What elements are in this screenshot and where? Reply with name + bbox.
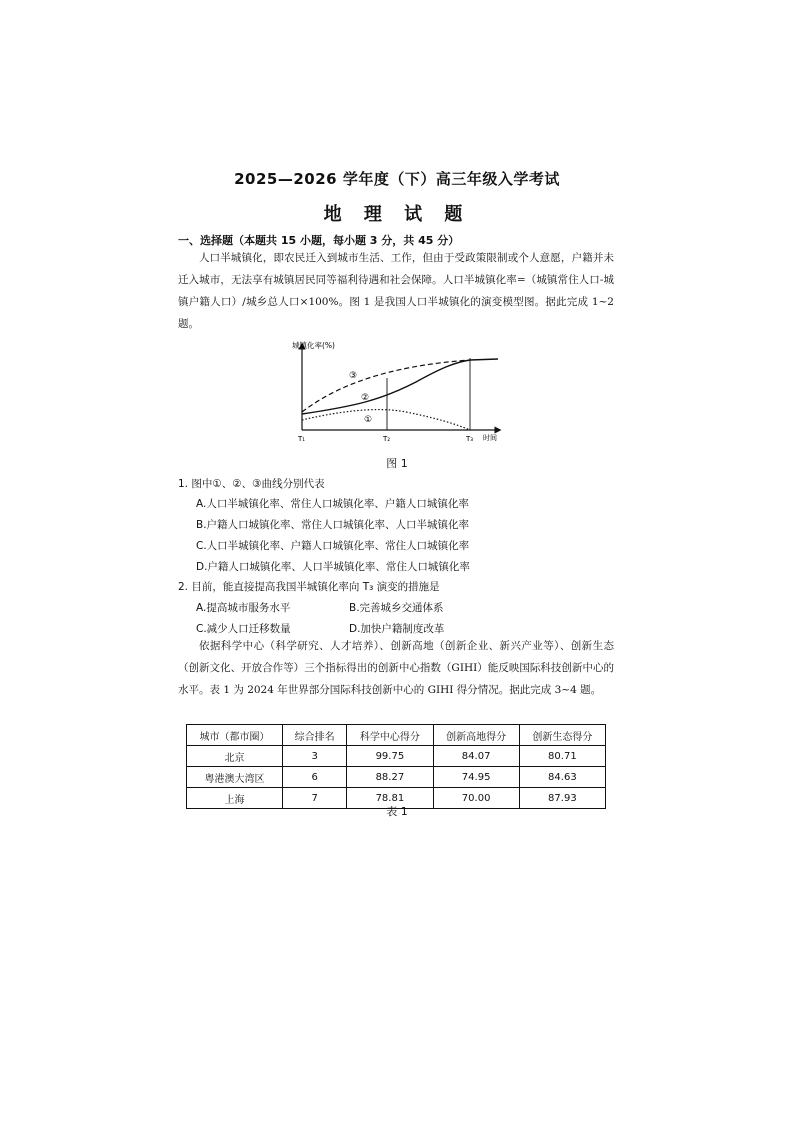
curve-3-label: ③ [349,371,358,381]
table-cell: 74.95 [433,767,519,788]
question-1-option-a: A.人口半城镇化率、常住人口城镇化率、户籍人口城镇化率 [196,498,469,510]
curve-1-label: ① [364,415,373,425]
question-1-stem: 1. 图中①、②、③曲线分别代表 [178,478,325,490]
table-cell: 北京 [187,746,283,767]
table-cell: 84.07 [433,746,519,767]
question-1-option-c: C.人口半城镇化率、户籍人口城镇化率、常住人口城镇化率 [196,540,470,552]
table-cell: 6 [282,767,346,788]
question-2-stem: 2. 目前，能直接提高我国半城镇化率向 T₃ 演变的措施是 [178,581,440,593]
tick-t2: T₂ [383,435,391,443]
question-2-option-b: B.完善城乡交通体系 [349,602,444,614]
passage-2: 依据科学中心（科学研究、人才培养）、创新高地（创新企业、新兴产业等）、创新生态（创新文化、开放合作等）三个指标得出的创新中心指数（GIHI）能反映国际科技创新中心的水平。表 1 为 2024 年世界部分国际科技创新中心的 GIHI 得分情况。据此完成 3~4 题。 [178,640,614,696]
table-header-cell: 创新高地得分 [433,725,519,746]
table-caption: 表 1 [386,805,408,818]
table-header-cell: 综合排名 [282,725,346,746]
question-2-option-a: A.提高城市服务水平 [196,602,291,614]
subject-title: 地 理 试 题 [323,204,471,225]
question-2-option-c: C.减少人口迁移数量 [196,623,291,635]
table-cell: 7 [282,788,346,809]
question-1-option-b: B.户籍人口城镇化率、常住人口城镇化率、人口半城镇化率 [196,519,470,531]
section-heading: 一、选择题（本题共 15 小题，每小题 3 分，共 45 分） [178,234,460,247]
table-row [187,746,606,767]
table-cell: 84.63 [519,767,605,788]
tick-t1: T₁ [298,435,306,443]
question-2-option-d: D.加快户籍制度改革 [349,623,445,635]
urbanization-model-diagram [286,338,506,446]
passage-1: 人口半城镇化，即农民迁入到城市生活、工作，但由于受政策限制或个人意愿，户籍并未迁入城市，无法享有城镇居民同等福利待遇和社会保障。人口半城镇化率=（城镇常住人口-城镇户籍人口）/城乡总人口×100%。图 1 是我国人口半城镇化的演变模型图。据此完成 1~2 题。 [178,252,614,330]
table-cell: 70.00 [433,788,519,809]
table-row [187,767,606,788]
table-header-row [187,725,606,746]
exam-title: 2025—2026 学年度（下）高三年级入学考试 [234,170,560,188]
table-cell: 88.27 [347,767,433,788]
curve-2-label: ② [361,393,370,403]
curve-1 [302,410,470,430]
gihi-table [186,724,606,809]
table-cell: 78.81 [347,788,433,809]
curve-2 [302,359,498,414]
table-cell: 80.71 [519,746,605,767]
question-1-option-d: D.户籍人口城镇化率、人口半城镇化率、常住人口城镇化率 [196,561,470,573]
tick-t3: T₃ [466,435,474,443]
figure-1 [286,338,506,446]
table-cell: 上海 [187,788,283,809]
x-axis-label: 时间 [483,434,497,442]
table-header-cell: 创新生态得分 [519,725,605,746]
table-header-cell: 城市（都市圈） [187,725,283,746]
figure-caption: 图 1 [386,457,408,470]
table-cell: 87.93 [519,788,605,809]
table-cell: 粤港澳大湾区 [187,767,283,788]
y-axis-label: 城镇化率(%) [292,341,335,350]
table-cell: 3 [282,746,346,767]
table-cell: 99.75 [347,746,433,767]
table-header-cell: 科学中心得分 [347,725,433,746]
